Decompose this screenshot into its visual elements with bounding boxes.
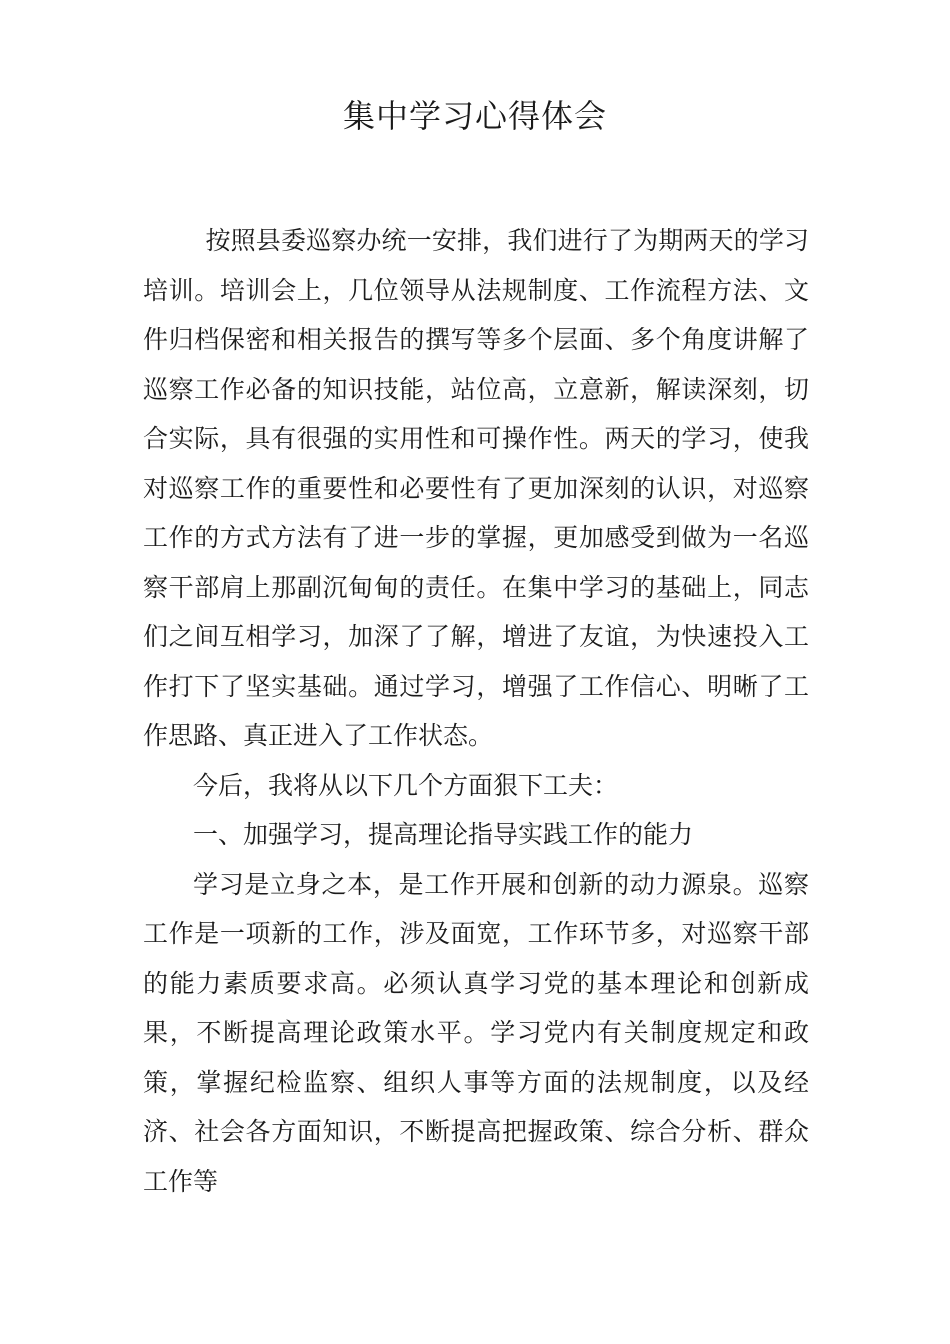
paragraph-section-1: 学习是立身之本，是工作开展和创新的动力源泉。巡察工作是一项新的工作，涉及面宽，工作环节多，对巡察干部的能力素质要求高。必须认真学习党的基本理论和创新成果，不断提高理论政策水平。学习党内有关制度规定和政策，掌握纪检监察、组织人事等方面的法规制度，以及经济、社会各方面知识，不断提高把握政策、综合分析、群众工作等 <box>143 869 809 1196</box>
section-heading-1: 一、加强学习，提高理论指导实践工作的能力 <box>193 820 694 849</box>
document-title: 集中学习心得体会 <box>342 97 607 135</box>
paragraph-intro: 按照县委巡察办统一安排，我们进行了为期两天的学习培训。培训会上，几位领导从法规制度、工作流程方法、文件归档保密和相关报告的撰写等多个层面、多个角度讲解了巡察工作必备的知识技能，站位高，立意新，解读深刻，切合实际，具有很强的实用性和可操作性。两天的学习，使我对巡察工作的重要性和必要性有了更加深刻的认识，对巡察工作的方式方法有了进一步的掌握，更加感受到做为一名巡察干部肩上那副沉甸甸的责任。在集中学习的基础上，同志们之间互相学习，加深了了解，增进了友谊，为快速投入工作打下了坚实基础。通过学习，增强了工作信心、明晰了工作思路、真正进入了工作状态。 <box>143 226 809 750</box>
document-body <box>143 216 809 1206</box>
paragraph-transition: 今后，我将从以下几个方面狠下工夫： <box>193 770 619 800</box>
